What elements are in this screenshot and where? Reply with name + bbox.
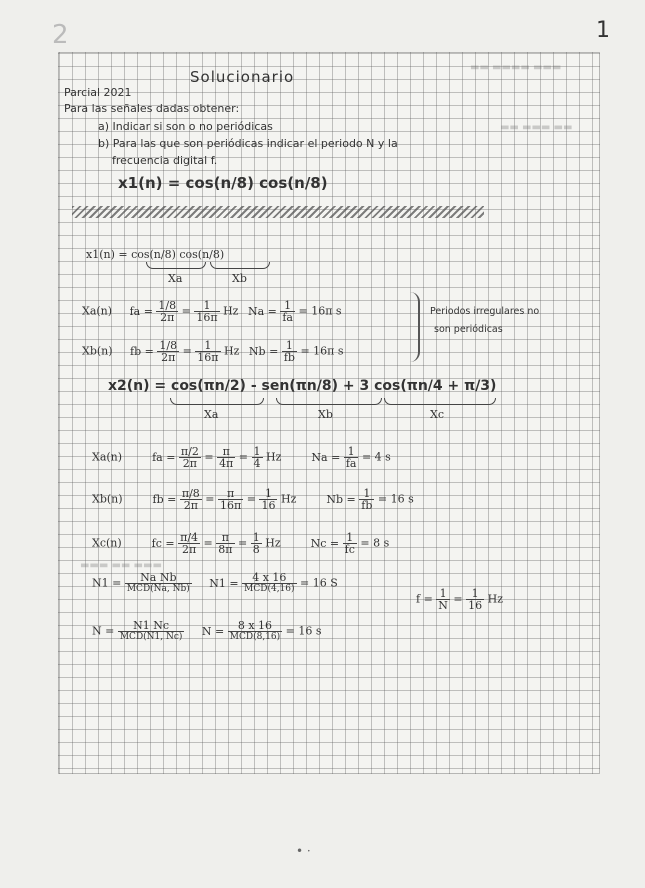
xb-frac: $\frac{1/8}{2\pi}$: [159, 339, 178, 364]
row-frac-3: $\frac{1}{4}$: [253, 445, 261, 470]
row-N: Nb =: [326, 492, 356, 506]
row-unit: Hz: [280, 492, 297, 506]
page-number: 1: [596, 18, 610, 43]
xb-frac-2: $\frac{1}{16\pi}$: [197, 339, 219, 364]
row-N-value: = 8 s: [360, 536, 390, 550]
underbrace-a: [146, 262, 206, 269]
f-row: [416, 588, 503, 611]
underbrace-c2: [384, 398, 496, 405]
row-N-frac: $\frac{1}{fb}$: [361, 487, 373, 512]
row-frac-2: $\frac{\pi}{16\pi}$: [220, 487, 242, 512]
signal1-xb-row: Xb(n) fb = $\frac{1/8}{2\pi}$ = $\frac{1}{16\pi}$ Hz Nb = $\frac{1}{fb}$ = 16π s: [82, 339, 344, 364]
f-frac-2: $\frac{1}{16}$: [468, 587, 483, 612]
f-frac: $\frac{1}{N}$: [438, 587, 448, 612]
n-frac: $\frac{N1 Nc}{\text{MCD(N1, Nc)}}$: [119, 619, 183, 642]
row-N: Na =: [311, 450, 341, 464]
item-b-text: b) Para las que son periódicas indicar el periodo N y la: [98, 137, 398, 150]
f-unit: Hz: [487, 592, 504, 606]
row-frac-3: $\frac{1}{8}$: [252, 531, 260, 556]
n-row: [92, 620, 322, 643]
xb-f: fb =: [130, 344, 154, 358]
xa-N-value: = 16π s: [298, 304, 342, 318]
n1-lhs: N1 =: [92, 576, 122, 590]
n1-row: [92, 572, 338, 595]
note-line-1: Periodos irregulares no: [430, 306, 540, 317]
row-N-frac: $\frac{1}{fa}$: [345, 445, 357, 470]
note-line-2: son periódicas: [434, 324, 503, 335]
xb-name: Xb(n): [82, 344, 113, 358]
signal1-equation: x1(n) = cos(n/8) cos(n/8): [118, 174, 328, 192]
bleed-through-mark: ▬▬ ▬▬▬ ▬▬: [500, 122, 573, 133]
corner-mark: 2: [52, 20, 69, 50]
row-name: Xc(n): [92, 536, 122, 550]
signal1-xa-row: Xa(n) fa = $\frac{1/8}{2\pi}$ = $\frac{1}{16\pi}$ Hz Na = $\frac{1}{fa}$ = 16π s: [82, 299, 342, 324]
xa-f: fa =: [129, 304, 153, 318]
signal2-row: Xb(n) fb = $\frac{\pi/8}{2\pi}$ = $\frac{\pi}{16\pi}$ = $\frac{1}{16}$ Hz Nb = $\frac{1}{fb}$ = 16 s: [92, 487, 414, 512]
xa-unit: Hz: [223, 304, 239, 318]
right-brace: [408, 292, 420, 362]
xb-N-value: = 16π s: [300, 344, 344, 358]
row-f: fa =: [152, 450, 176, 464]
xb-N-frac: $\frac{1}{fb}$: [283, 339, 295, 364]
xa-frac: $\frac{1/8}{2\pi}$: [158, 299, 177, 324]
xa-N: Na =: [247, 304, 277, 318]
row-N-value: = 16 s: [377, 492, 414, 506]
scan-speck: • ·: [296, 844, 311, 858]
label-xb: Xb: [232, 272, 247, 285]
xb-N: Nb =: [248, 344, 279, 358]
label-xb2: Xb: [318, 408, 333, 421]
row-N: Nc =: [310, 536, 340, 550]
page-title: Solucionario: [190, 68, 295, 86]
crossed-out-line: [72, 206, 484, 218]
row-frac-2: $\frac{\pi}{8\pi}$: [218, 531, 233, 556]
signal2-row: Xa(n) fa = $\frac{\pi/2}{2\pi}$ = $\frac{\pi}{4\pi}$ = $\frac{1}{4}$ Hz Na = $\frac{1}{fa}$ = 4 s: [92, 445, 391, 470]
row-name: Xa(n): [92, 450, 123, 464]
xa-frac-2: $\frac{1}{16\pi}$: [196, 299, 218, 324]
item-b-continuation: frecuencia digital f.: [112, 154, 218, 167]
n-value: = 16 s: [285, 624, 322, 638]
n-lhs: N =: [92, 624, 115, 638]
underbrace-b2: [276, 398, 382, 405]
n1-frac: $\frac{\text{Na Nb}}{\text{MCD(Na, Nb)}}$: [126, 571, 190, 594]
f-lhs: f =: [416, 592, 433, 606]
n1-value: = 16 S: [300, 576, 338, 590]
row-frac-3: $\frac{1}{16}$: [261, 487, 276, 512]
row-frac: $\frac{\pi/2}{2\pi}$: [180, 445, 199, 470]
underbrace-a2: [170, 398, 264, 405]
xa-N-frac: $\frac{1}{fa}$: [282, 299, 293, 324]
instruction-text: Para las señales dadas obtener:: [64, 102, 240, 115]
signal2-equation: x2(n) = cos(πn/2) - sen(πn/8) + 3 cos(πn/4 + π/3): [108, 378, 497, 394]
exam-label: Parcial 2021: [64, 86, 132, 99]
xb-unit: Hz: [224, 344, 240, 358]
signal1-split-equation: x1(n) = cos(n/8) cos(n/8): [86, 248, 225, 261]
n1-lhs2: N1 =: [209, 576, 239, 590]
row-f: fb =: [152, 492, 177, 506]
row-frac: $\frac{\pi/8}{2\pi}$: [181, 487, 200, 512]
n-frac-2: $\frac{8 x 16}{\text{MCD(8,16)}}$: [229, 619, 281, 642]
row-frac-2: $\frac{\pi}{4\pi}$: [219, 445, 234, 470]
bleed-through-mark: ▬▬▬ ▬▬ ▬▬▬: [80, 560, 162, 571]
label-xa2: Xa: [204, 408, 219, 421]
label-xa: Xa: [168, 272, 183, 285]
n1-frac-2: $\frac{4 x 16}{\text{MCD(4,16)}}$: [244, 571, 295, 594]
bleed-through-mark: ▬▬▬ ▬▬▬▬ ▬▬: [470, 62, 562, 73]
f-eq: =: [453, 592, 463, 606]
xa-name: Xa(n): [82, 304, 113, 318]
row-f: fc =: [151, 536, 175, 550]
row-unit: Hz: [265, 536, 281, 550]
row-name: Xb(n): [92, 492, 123, 506]
label-xc2: Xc: [430, 408, 444, 421]
n-lhs2: N =: [201, 624, 225, 638]
signal2-row: Xc(n) fc = $\frac{\pi/4}{2\pi}$ = $\frac{\pi}{8\pi}$ = $\frac{1}{8}$ Hz Nc = $\frac{1}{fc}$ = 8 s: [92, 531, 390, 556]
row-N-value: = 4 s: [361, 450, 391, 464]
underbrace-b: [210, 262, 270, 269]
row-frac: $\frac{\pi/4}{2\pi}$: [180, 531, 199, 556]
row-N-frac: $\frac{1}{fc}$: [344, 531, 355, 556]
row-unit: Hz: [266, 450, 282, 464]
item-a-text: a) Indicar si son o no periódicas: [98, 120, 273, 133]
